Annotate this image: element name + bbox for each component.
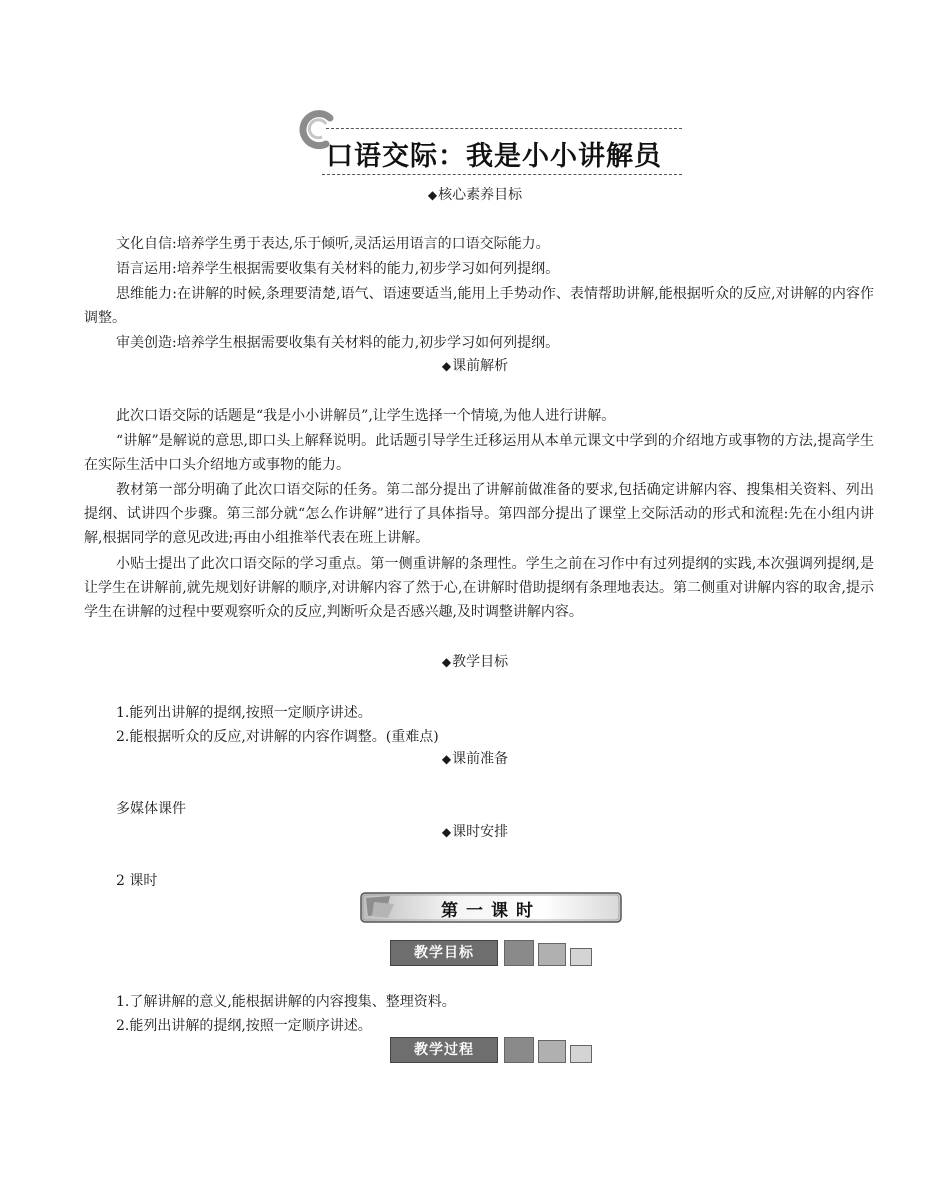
- decor-square: [504, 1037, 534, 1063]
- goal-item-2: 2.能根据听众的反应,对讲解的内容作调整。(重难点): [116, 729, 439, 745]
- decor-square: [570, 948, 592, 966]
- diamond-icon: ◆: [441, 752, 452, 766]
- analysis-para-4: 小贴士提出了此次口语交际的学习重点。第一侧重讲解的条理性。学生之前在习作中有过列提纲的实践,本次强调列提纲,是让学生在讲解前,就先规划好讲解的顺序,对讲解内容了然于心,在讲解时借助提纲有条理地表达。第二侧重对讲解内容的取舍,提示学生在讲解的过程中要观察听众的反应,判断听众是否感兴趣,及时调整讲解内容。: [84, 556, 874, 620]
- goal-item-1: 1.能列出讲解的提纲,按照一定顺序讲述。: [116, 705, 372, 721]
- title-banner: [296, 110, 686, 182]
- decor-square: [504, 940, 534, 966]
- time-text: 2 课时: [116, 873, 158, 889]
- prep-text: 多媒体课件: [116, 801, 186, 817]
- section-heading-core: ◆核心素养目标: [427, 187, 523, 203]
- section-heading-analysis: ◆课前解析: [441, 358, 509, 374]
- title-dashed-line-top: [326, 128, 682, 129]
- decor-square: [538, 1040, 566, 1063]
- analysis-para-1: 此次口语交际的话题是“我是小小讲解员”,让学生选择一个情境,为他人进行讲解。: [116, 408, 616, 424]
- section-heading-prep: ◆课前准备: [441, 751, 509, 767]
- tag-label: 教学目标: [390, 940, 498, 966]
- tag-teaching-process: [390, 1037, 600, 1063]
- core-item-aesthetic: 审美创造:培养学生根据需要收集有关材料的能力,初步学习如何列提纲。: [116, 335, 560, 351]
- analysis-para-2: “讲解”是解说的意思,即口头上解释说明。此话题引导学生迁移运用从本单元课文中学到的介绍地方或事物的方法,提高学生在实际生活中口头介绍地方或事物的能力。: [84, 433, 874, 473]
- diamond-icon: ◆: [441, 655, 452, 669]
- diamond-icon: ◆: [441, 359, 452, 373]
- tag-teaching-goals: [390, 940, 600, 966]
- tag-label: 教学过程: [390, 1037, 498, 1063]
- lesson-title: 第一课时: [441, 901, 541, 921]
- core-item-language: 语言运用:培养学生根据需要收集有关材料的能力,初步学习如何列提纲。: [116, 261, 560, 277]
- diamond-icon: ◆: [427, 188, 438, 202]
- page-title: 口语交际：我是小小讲解员: [326, 141, 662, 172]
- lesson-goal-item-1: 1.了解讲解的意义,能根据讲解的内容搜集、整理资料。: [116, 994, 456, 1010]
- core-item-culture: 文化自信:培养学生勇于表达,乐于倾听,灵活运用语言的口语交际能力。: [116, 236, 550, 252]
- title-dashed-line-bottom: [322, 174, 682, 175]
- lesson-goal-item-2: 2.能列出讲解的提纲,按照一定顺序讲述。: [116, 1018, 372, 1034]
- section-heading-time: ◆课时安排: [441, 824, 509, 840]
- section-heading-goals: ◆教学目标: [441, 654, 509, 670]
- lesson-header-bar: [360, 892, 622, 923]
- analysis-para-3: 教材第一部分明确了此次口语交际的任务。第二部分提出了讲解前做准备的要求,包括确定讲解内容、搜集相关资料、列出提纲、试讲四个步骤。第三部分就“怎么作讲解”进行了具体指导。第四部分提出了课堂上交际活动的形式和流程:先在小组内讲解,根据同学的意见改进;再由小组推举代表在班上讲解。: [84, 482, 874, 546]
- decor-square: [538, 943, 566, 966]
- diamond-icon: ◆: [441, 825, 452, 839]
- decor-square: [570, 1045, 592, 1063]
- core-item-thinking: 思维能力:在讲解的时候,条理要清楚,语气、语速要适当,能用上手势动作、表情帮助讲解,能根据听众的反应,对讲解的内容作调整。: [84, 286, 874, 326]
